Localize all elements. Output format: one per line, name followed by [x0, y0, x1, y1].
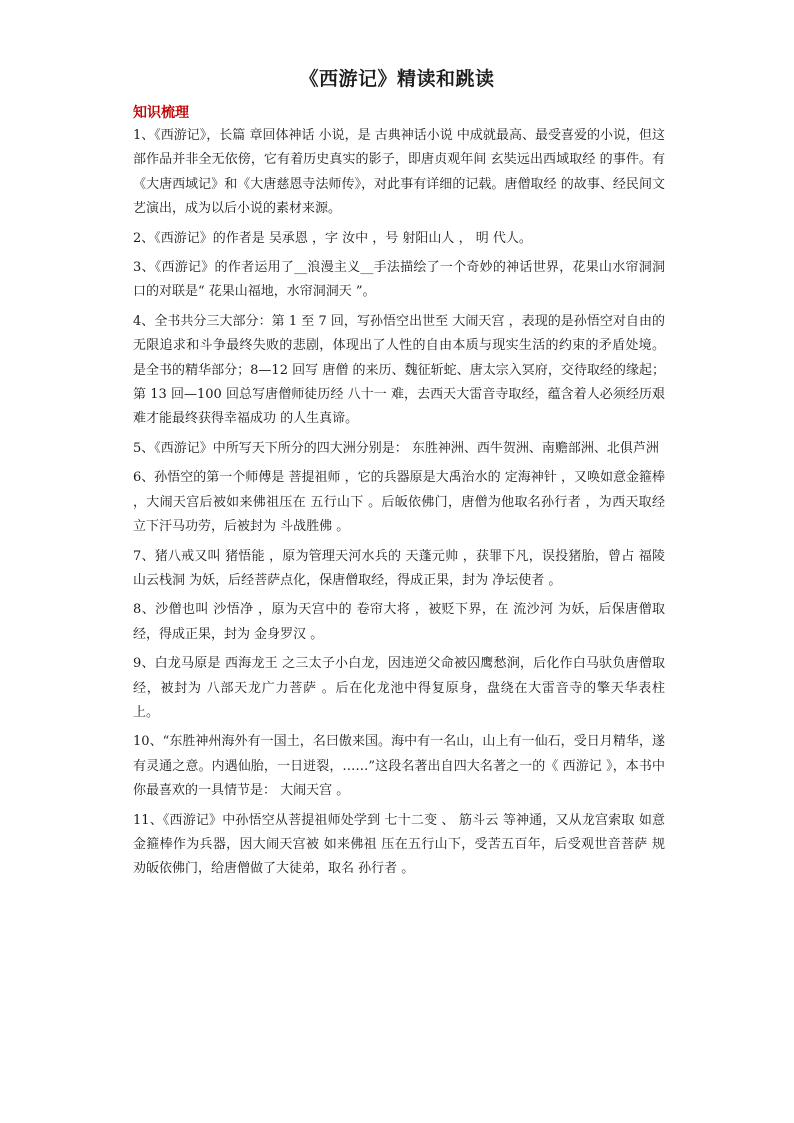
page-title: 《西游记》精读和跳读 [299, 68, 495, 90]
section-heading: 知识梳理 [133, 105, 189, 121]
paragraph-6: 6、孙悟空的第一个师傅是 菩提祖师 ，它的兵器原是大禹治水的 定海神针 ，又唤如意金箍棒 ，大闹天宫后被如来佛祖压在 五行山下 。后皈依佛门，唐僧为他取名孙行者 ，为西天取经立下汗马功劳，后被封为 斗战胜佛 。 [133, 470, 665, 535]
document-body [133, 124, 665, 887]
paragraph-9: 9、白龙马原是 西海龙王 之三太子小白龙，因违逆父命被囚鹰愁涧，后化作白马驮负唐僧取经，被封为 八部天龙广力菩萨 。后在化龙池中得复原身，盘绕在大雷音寺的擎天华表柱 上。 [133, 656, 665, 720]
paragraph-2: 2、《西游记》的作者是 吴承恩 ，字 汝中 ，号 射阳山人 ， 明 代人。 [133, 230, 532, 246]
paragraph-10: 10、“东胜神州海外有一国土，名曰傲来国。海中有一名山，山上有一仙石，受日月精华，遂有灵通之意。内遇仙胎，一日迸裂，……”这段名著出自四大名著之一的《 西游记 》，本书中你最喜欢的一具情节是： 大闹天宫 。 [133, 734, 665, 799]
paragraph-8: 8、沙僧也叫 沙悟净 ，原为天宫中的 卷帘大将 ，被贬下界，在 流沙河 为妖，后保唐僧取经，得成正果，封为 金身罗汉 。 [133, 602, 665, 642]
paragraph-11: 11、《西游记》中孙悟空从菩提祖师处学到 七十二变 、 筋斗云 等神通，又从龙宫索取 如意金箍棒作为兵器，因大闹天宫被 如来佛祖 压在五行山下，受苦五百年，后受观世音菩萨 规劝皈依佛门，给唐僧做了大徒弟，取名 孙行者 。 [133, 812, 665, 877]
paragraph-4: 4、全书共分三大部分：第 1 至 7 回，写孙悟空出世至 大闹天宫 ，表现的是孙悟空对自由的无限追求和斗争最终失败的悲剧，体现出了人性的自由本质与现实生活的约束的矛盾处境。是全书的精华部分；8—12 回写 唐僧 的来历、魏征斩蛇、唐太宗入冥府，交待取经的缘起；第 13 回—100 回总写唐僧师徒历经 八十一 难，去西天大雷音寺取经，蕴含着人必须经历艰难才能最终获得幸福成功 的人生真谛。 [133, 313, 665, 427]
paragraph-1: 1、《西游记》，长篇 章回体神话 小说，是 古典神话小说 中成就最高、最受喜爱的小说，但这部作品并非全无依傍，它有着历史真实的影子，即唐贞观年间 玄奘远出西域取经 的事件。有《大唐西域记》和《大唐慈恩寺法师传》，对此事有详细的记载。唐僧取经 的故事、经民间文艺演出，成为以后小说的素材来源。 [133, 128, 665, 217]
paragraph-7: 7、猪八戒又叫 猪悟能 ，原为管理天河水兵的 天蓬元帅 ，获罪下凡，误投猪胎，曾占 福陵山云栈洞 为妖，后经菩萨点化，保唐僧取经，得成正果，封为 净坛使者 。 [133, 548, 665, 588]
paragraph-5: 5、《西游记》中所写天下所分的四大洲分别是： 东胜神洲、西牛贺洲、南赡部洲、北俱芦洲 [133, 440, 659, 456]
paragraph-3: 3、《西游记》的作者运用了__浪漫主义__手法描绘了一个奇妙的神话世界，花果山水帘洞洞口的对联是“ 花果山福地，水帘洞洞天 ”。 [133, 260, 665, 300]
